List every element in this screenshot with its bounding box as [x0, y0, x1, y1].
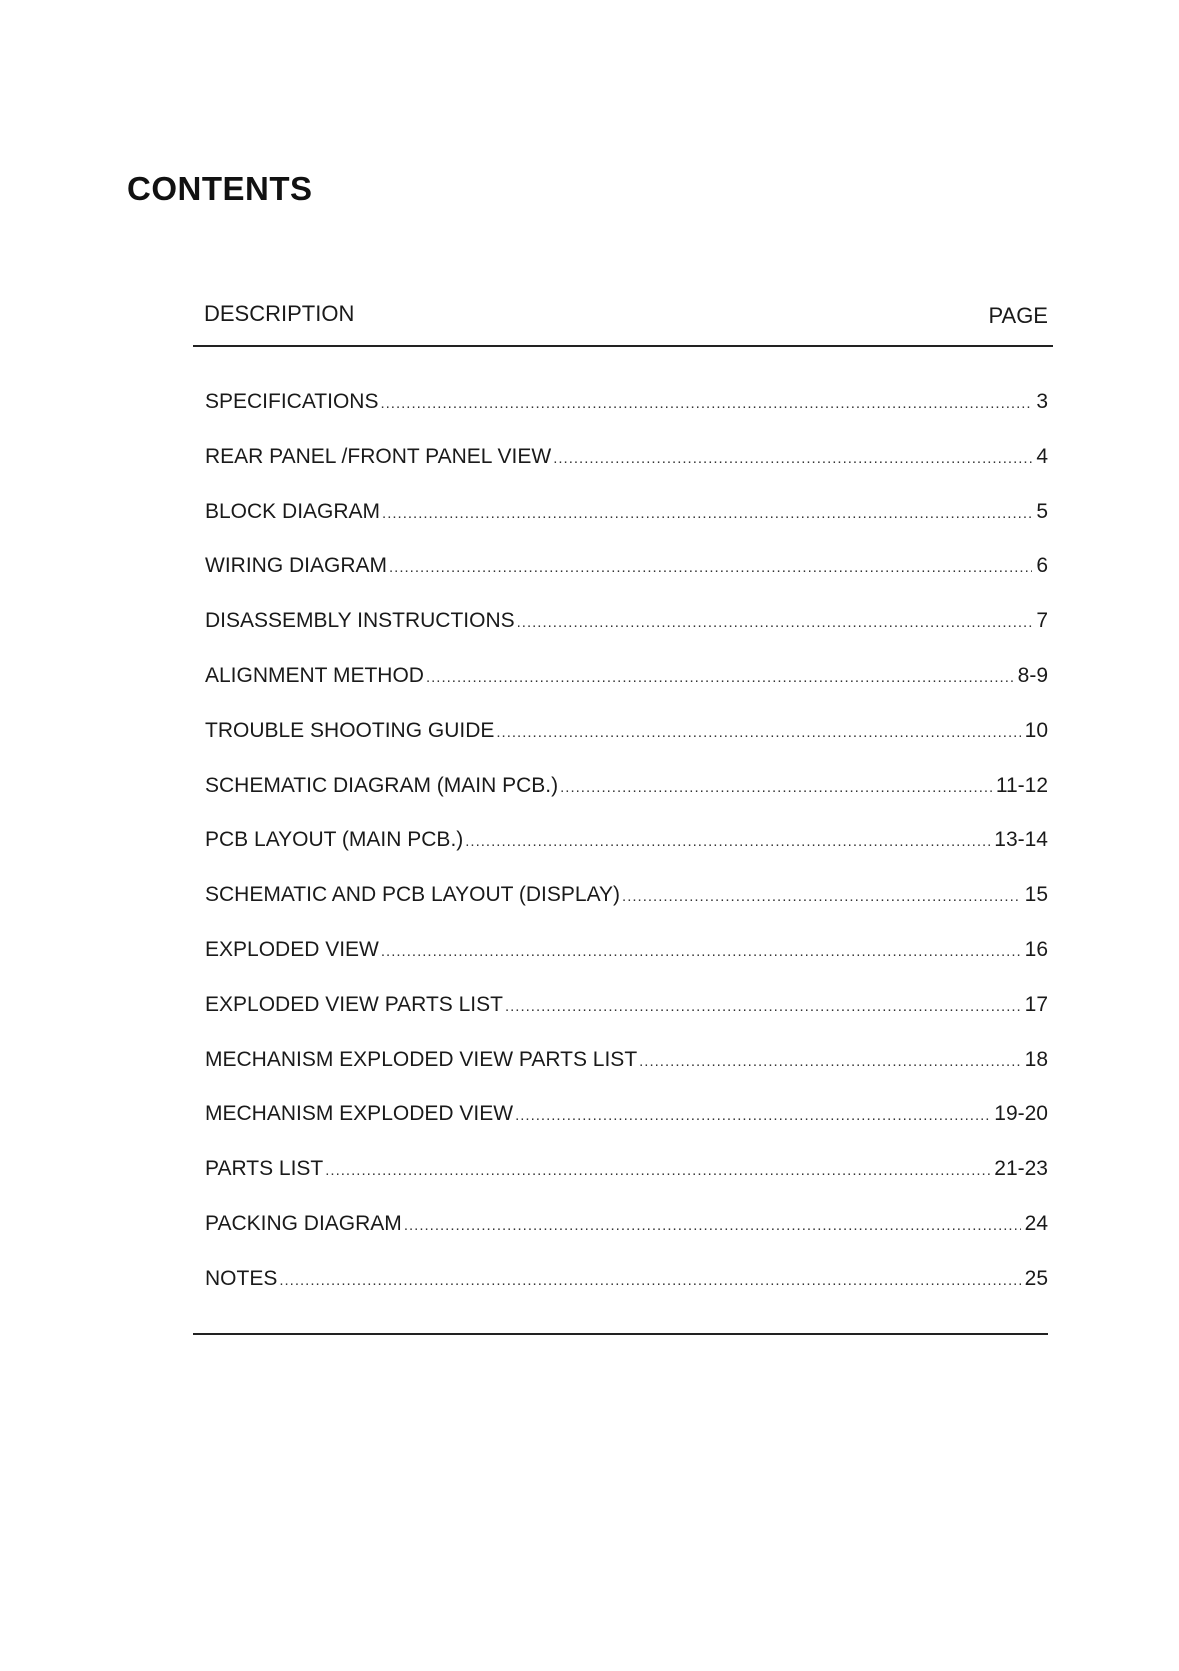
- toc-entry-label: REAR PANEL /FRONT PANEL VIEW: [205, 444, 552, 468]
- toc-entry[interactable]: [193, 1212, 1053, 1267]
- toc-entry[interactable]: [193, 774, 1053, 829]
- toc-entries: [193, 390, 1053, 1322]
- toc-entry-page: 17: [1024, 992, 1048, 1016]
- dot-leader: [381, 943, 1021, 960]
- dot-leader: [404, 1217, 1021, 1234]
- toc-entry-label: NOTES: [205, 1266, 278, 1290]
- toc-entry[interactable]: [193, 719, 1053, 774]
- toc-entry-label: SCHEMATIC DIAGRAM (MAIN PCB.): [205, 773, 559, 797]
- toc-entry-page: 3: [1036, 390, 1048, 413]
- dot-leader: [382, 505, 1032, 522]
- toc-entry-page: 18: [1024, 1047, 1048, 1071]
- header-divider: [193, 345, 1053, 347]
- toc-entry[interactable]: [193, 1157, 1053, 1212]
- toc-entry[interactable]: [193, 828, 1053, 883]
- toc-entry-page: 5: [1036, 499, 1048, 523]
- toc-entry[interactable]: [193, 390, 1053, 445]
- toc-entry-label: EXPLODED VIEW: [205, 937, 379, 961]
- dot-leader: [560, 779, 992, 796]
- dot-leader: [380, 395, 1032, 412]
- toc-entry-label: WIRING DIAGRAM: [205, 554, 387, 578]
- toc-entry-label: MECHANISM EXPLODED VIEW: [205, 1102, 514, 1126]
- toc-entry-page: 6: [1036, 554, 1048, 578]
- dot-leader: [465, 833, 990, 850]
- page-column-header: PAGE: [988, 303, 1048, 328]
- toc-entry-label: PCB LAYOUT (MAIN PCB.): [205, 828, 464, 852]
- toc-entry[interactable]: [193, 1048, 1053, 1103]
- toc-entry-label: PACKING DIAGRAM: [205, 1211, 402, 1235]
- toc-entry[interactable]: [193, 1102, 1053, 1157]
- footer-divider: [193, 1333, 1048, 1335]
- toc-entry-label: MECHANISM EXPLODED VIEW PARTS LIST: [205, 1047, 638, 1071]
- toc-entry-page: 25: [1024, 1266, 1048, 1290]
- table-of-contents: [193, 295, 1053, 1322]
- dot-leader: [505, 998, 1021, 1015]
- toc-entry-label: EXPLODED VIEW PARTS LIST: [205, 992, 503, 1016]
- dot-leader: [622, 888, 1021, 905]
- toc-header: [193, 295, 1053, 345]
- toc-entry-page: 4: [1036, 444, 1048, 468]
- toc-entry-page: 24: [1024, 1211, 1048, 1235]
- toc-entry-page: 8-9: [1017, 663, 1048, 687]
- toc-entry-label: ALIGNMENT METHOD: [205, 663, 424, 687]
- toc-entry[interactable]: [193, 664, 1053, 719]
- toc-entry-page: 19-20: [994, 1102, 1048, 1126]
- toc-entry-page: 15: [1024, 883, 1048, 907]
- toc-entry-label: PARTS LIST: [205, 1157, 324, 1181]
- toc-entry[interactable]: [193, 500, 1053, 555]
- toc-entry[interactable]: [193, 609, 1053, 664]
- dot-leader: [325, 1162, 990, 1179]
- dot-leader: [279, 1272, 1020, 1289]
- toc-entry-page: 16: [1024, 937, 1048, 961]
- toc-entry-label: TROUBLE SHOOTING GUIDE: [205, 718, 495, 742]
- dot-leader: [553, 450, 1032, 467]
- description-column-header: DESCRIPTION: [204, 301, 355, 326]
- toc-entry-page: 10: [1024, 718, 1048, 742]
- dot-leader: [515, 1107, 990, 1124]
- toc-entry[interactable]: [193, 554, 1053, 609]
- toc-entry-label: BLOCK DIAGRAM: [205, 499, 381, 523]
- dot-leader: [639, 1053, 1021, 1070]
- toc-entry[interactable]: [193, 993, 1053, 1048]
- toc-entry-page: 11-12: [995, 773, 1048, 797]
- dot-leader: [389, 559, 1032, 576]
- toc-entry-label: SPECIFICATIONS: [205, 390, 379, 413]
- toc-entry-label: SCHEMATIC AND PCB LAYOUT (DISPLAY): [205, 883, 621, 907]
- toc-entry-page: 21-23: [994, 1157, 1048, 1181]
- dot-leader: [496, 724, 1020, 741]
- page-title: CONTENTS: [127, 170, 313, 207]
- toc-entry[interactable]: [193, 938, 1053, 993]
- toc-entry-page: 7: [1036, 609, 1048, 633]
- toc-entry[interactable]: [193, 445, 1053, 500]
- toc-entry[interactable]: [193, 883, 1053, 938]
- dot-leader: [426, 669, 1014, 686]
- toc-entry-page: 13-14: [994, 828, 1048, 852]
- toc-entry-label: DISASSEMBLY INSTRUCTIONS: [205, 609, 515, 633]
- dot-leader: [517, 614, 1033, 631]
- toc-entry[interactable]: [193, 1267, 1053, 1322]
